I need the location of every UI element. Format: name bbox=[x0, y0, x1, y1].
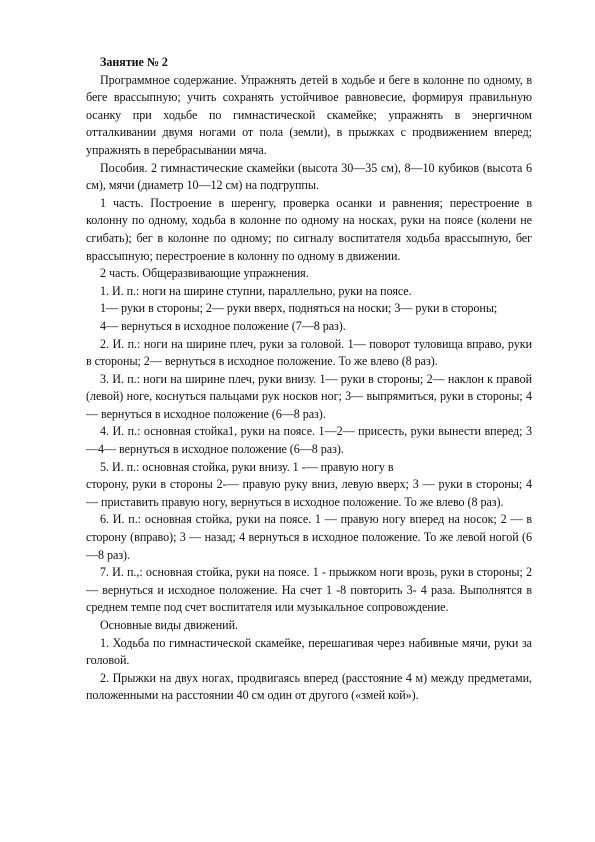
exercise-2: 2. И. п.: ноги на ширине плеч, руки за головой. 1— поворот туловища вправо, руки в стороны; 2— вернуться в исходное положение. То же влево (8 раз). bbox=[86, 336, 532, 369]
movement-2: 2. Прыжки на двух ногах, продвигаясь вперед (расстояние 4 м) между предметами, положенными на расстоянии 40 см один от другого («змей кой»). bbox=[86, 670, 532, 703]
exercise-1-steps: 1— руки в стороны; 2— руки вверх, подняться на носки; 3— руки в стороны; bbox=[100, 301, 498, 316]
exercise-5-continued: сторону, руки в стороны 2-— правую руку вниз, левую вверх; 3 — руки в стороны; 4 — приставить правую ногу, вернуться в исходное положение. То же влево (8 раз). bbox=[86, 477, 532, 509]
materials-paragraph: Пособия. 2 гимнастические скамейки (высота 30—35 см), 8—10 кубиков (высота 6 см), мячи (диаметр 10—12 см) на подгруппы. bbox=[86, 160, 532, 193]
movement-1: 1. Ходьба по гимнастической скамейке, перешагивая через набивные мячи, руки за головой. bbox=[86, 635, 532, 668]
exercise-7: 7. И. п.,: основная стойка, руки на поясе. 1 - прыжком ноги врозь, руки в стороны; 2 — вернуться и исходное положение. На счет 1 -8 повторить 3- 4 раза. Выполнятся в среднем темпе под счет воспитателя или музыкальное сопровождение. bbox=[86, 565, 532, 615]
exercise-5-start: 5. И. п.: основная стойка, руки внизу. 1 -— правую ногу в bbox=[100, 459, 394, 474]
program-content-paragraph: Программное содержание. Упражнять детей в ходьбе и беге в колонне по одному, в беге врассыпную; учить сохранять устойчивое равновесие, формируя правильную осанку при ходьбе по гимнастической скамейке; упражнять в энергичном отталкивании двумя ногами от пола (земли), в прыжках с продвижением вперед; упражнять в перебрасывании мяча. bbox=[86, 72, 532, 157]
part-two-heading: 2 часть. Общеразвивающие упражнения. bbox=[100, 266, 309, 281]
exercise-1-start: 1. И. п.: ноги на ширине ступни, параллельно, руки на поясе. bbox=[100, 283, 412, 298]
lesson-title: Занятие № 2 bbox=[100, 55, 168, 69]
document-page bbox=[86, 54, 532, 705]
main-movements-heading: Основные виды движений. bbox=[100, 618, 238, 632]
exercise-3: 3. И. п.: ноги на ширине плеч, руки внизу. 1— руки в стороны; 2— наклон к правой (левой) ноге, коснуться пальцами рук носков ног; 3— выпрямиться, руки в стороны; 4— вернуться в исходное положение (6—8 раз). bbox=[86, 371, 532, 421]
exercise-1-end: 4— вернуться в исходное положение (7—8 раз). bbox=[100, 318, 346, 333]
exercise-6: 6. И. п.: основная стойка, руки на поясе. 1 — правую ногу вперед на носок; 2 — в сторону (вправо); 3 — назад; 4 вернуться в исходное положение. То же левой ногой (6 —8 раз). bbox=[86, 512, 532, 562]
exercise-4: 4. И. п.: основная стойка1, руки на поясе. 1—2— присесть, руки вынести вперед; 3—4— вернуться в исходное положение (6—8 раз). bbox=[86, 424, 532, 457]
part-one-paragraph: 1 часть. Построение в шеренгу, проверка осанки и равнения; перестроение в колонну по одному, ходьба в колонне по одному на носках, руки на поясе (колени не сгибать); бег в колонне по одному; по сигналу воспитателя ходьба врассыпную, бег врассыпную; перестроение в колонну по одному в движении. bbox=[86, 195, 532, 263]
